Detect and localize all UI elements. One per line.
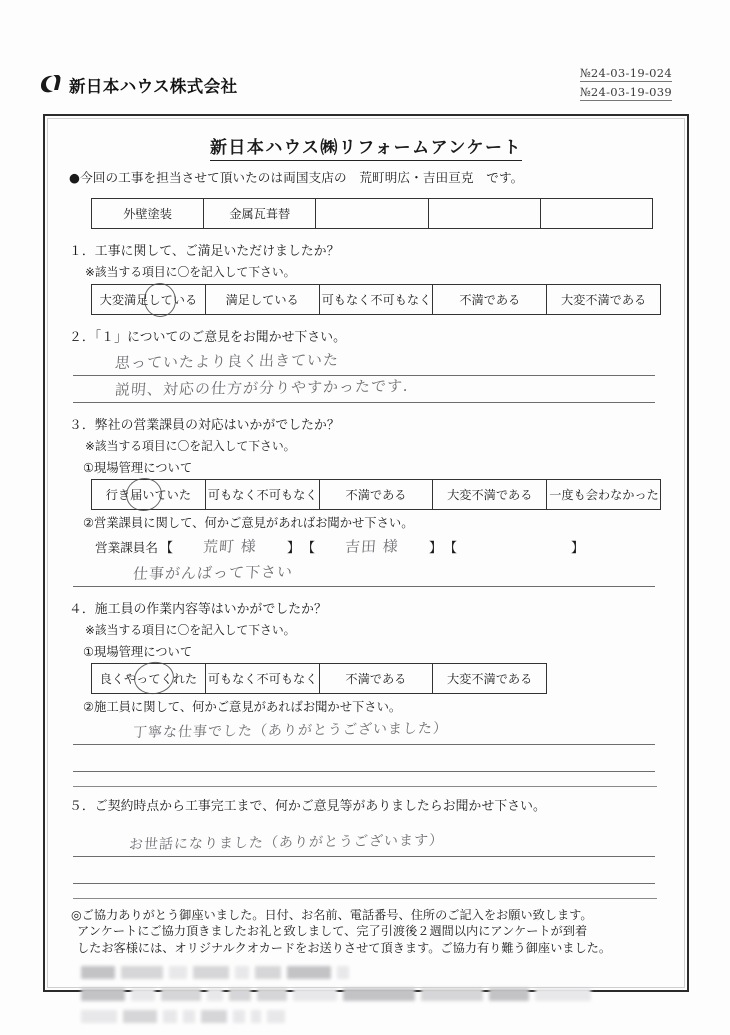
q3-option-0[interactable] [92,480,206,510]
handwritten-name: 吉田 様 [344,537,400,557]
redaction-block [131,988,155,1001]
table-row [92,199,653,229]
q4-option-2[interactable]: 不満である [319,664,433,694]
q4-option-1[interactable]: 可もなく不可もなく [205,664,319,694]
redaction-block [81,966,115,979]
redaction-block [489,988,529,1001]
q1-option-2[interactable]: 可もなく不可もなく [319,285,433,315]
question-4-subheading-2: ②施工員に関して、何かご意見があればお聞かせ下さい。 [83,700,402,714]
question-5-comment-line-2[interactable] [73,857,655,884]
redaction-block [161,988,201,1001]
question-5-comment-line-1[interactable] [73,830,655,857]
redaction-block [421,988,483,1001]
redaction-block [207,988,223,1001]
table-row [92,480,661,510]
handwritten-name: 荒町 様 [202,537,258,557]
question-1-heading: １．工事に関して、ご満足いただけましたか？ [69,244,340,259]
document-numbers [580,66,672,104]
bracket-open-2: 【 [302,541,316,556]
q1-option-3[interactable]: 不満である [433,285,547,315]
sales-staff-name-field-3[interactable] [459,541,569,556]
redaction-block [121,966,163,979]
question-2-heading: ２．「１」についてのご意見をお聞かせ下さい。 [69,330,347,345]
q4-option-3[interactable]: 大変不満である [433,664,547,694]
question-2-answer-line-1[interactable] [73,349,655,376]
q3-option-2[interactable]: 不満である [319,480,433,510]
redaction-block [251,1010,261,1023]
q3-option-4[interactable]: 一度も会わなかった [547,480,661,510]
redaction-block [163,1010,177,1023]
work-cell-4 [428,199,540,229]
question-4-heading: ４．施工員の作業内容等はいかがでしたか？ [69,602,327,617]
work-cell-3 [316,199,428,229]
bracket-close-2: 】 [429,541,443,556]
redaction-block [81,988,125,1001]
redaction-block [183,1010,195,1023]
redacted-line-2 [81,988,665,1001]
bracket-close-3: 】 [571,541,585,556]
question-3-comment-line[interactable] [73,560,655,587]
redaction-block [123,1010,157,1023]
redaction-block [169,966,187,979]
q3-option-3[interactable]: 大変不満である [433,480,547,510]
redaction-block [287,966,331,979]
q1-option-0[interactable] [92,285,206,315]
form-lead-text: ●今回の工事を担当させて頂いたのは両国支店の 荒町明広・吉田亘克 です。 [69,170,524,185]
footer-note [71,907,665,956]
q1-option-1[interactable]: 満足している [205,285,319,315]
work-cell-1: 外壁塗装 [92,199,204,229]
footer-line-2: アンケートにご協力頂きましたお礼と致しまして、完了引渡後２週間以内にアンケートが到着 [77,924,588,939]
page-header [36,66,698,112]
form-title [67,133,665,158]
question-3-subheading-2: ②営業課員に関して、何かご意見があればお聞かせ下さい。 [83,516,414,530]
redaction-block [343,988,415,1001]
form-frame [43,114,689,992]
redacted-line-1 [81,966,665,979]
question-4-comment-line-1[interactable] [73,718,655,745]
work-cell-5 [540,199,652,229]
question-3-subheading-1: ①現場管理について [83,461,193,475]
company-name: 新日本ハウス株式会社 [69,77,238,96]
form-body [45,116,687,990]
redaction-block [293,988,337,1001]
question-4-options [91,663,547,694]
section-divider-2 [73,898,657,899]
footer-line-3: したお客様には、オリジナルクオカードをお送りさせて頂きます。ご協力有り難う御座いました。 [77,940,612,955]
q3-option-1[interactable]: 可もなく不可もなく [205,480,319,510]
redaction-block [201,1010,227,1023]
sales-staff-name-label: 営業課員名 [95,540,158,555]
redaction-block [257,988,287,1001]
question-3-heading: ３．弊社の営業課員の対応はいかがでしたか？ [69,418,340,433]
q4-option-0[interactable] [92,664,206,694]
sales-staff-name-row [95,535,665,556]
redaction-block [535,988,591,1001]
redaction-block [255,966,281,979]
document-number-1: №24-03-19-024 [579,66,672,80]
table-row [92,285,661,315]
document-number-2: №24-03-19-039 [579,85,672,99]
question-1-options [91,284,661,315]
handwritten-answer: 説明、対応の仕方が分りやすかったです. [114,376,410,400]
q3-option-0-label: 行き届いていた [105,488,192,502]
redaction-block [81,1010,117,1023]
redaction-block [235,966,249,979]
section-divider-1 [73,786,657,787]
work-type-table [91,198,653,229]
q1-option-4[interactable]: 大変不満である [547,285,661,315]
redaction-block [233,1010,245,1023]
redacted-personal-info [81,966,665,1023]
handwritten-comment: 丁寧な仕事でした（ありがとうございました） [132,720,449,742]
question-4-subheading-1: ①現場管理について [83,645,193,659]
handwritten-comment: 仕事がんばって下さい [132,562,294,584]
question-3-options [91,479,661,510]
bracket-close-1: 】 [286,541,300,556]
handwritten-comment: お世話になりました（ありがとうございます） [128,832,445,854]
redacted-line-3 [81,1010,665,1023]
redaction-block [229,988,251,1001]
company-logo-row [38,72,238,98]
table-row [92,664,547,694]
handwritten-answer: 思っていたより良く出きていた [114,350,340,373]
q1-option-0-label: 大変満足している [99,293,198,307]
question-5-heading: ５．ご契約時点から工事完工まで、何かご意見等がありましたらお聞かせ下さい。 [69,799,546,814]
sales-staff-name-field-2[interactable] [317,535,427,556]
swoosh-logo-icon [38,72,64,98]
redaction-block [267,1010,285,1023]
question-3-note: ※該当する項目に〇を記入して下さい。 [85,439,296,453]
q4-option-0-label: 良くやってくれた [99,672,198,686]
bracket-open-1: 【 [159,541,173,556]
redaction-block [193,966,229,979]
question-4-comment-line-2[interactable] [73,745,655,772]
form-title-text: 新日本ハウス㈱リフォームアンケート [210,138,522,161]
redaction-block [337,966,349,979]
work-cell-2: 金属瓦葺替 [204,199,316,229]
question-4-note: ※該当する項目に〇を記入して下さい。 [85,623,296,637]
footer-line-1: ◎ご協力ありがとう御座いました。日付、お名前、電話番号、住所のご記入をお願い致します。 [71,908,593,922]
question-2-answer-line-2[interactable] [73,376,655,403]
bracket-open-3: 【 [444,541,458,556]
sales-staff-name-field-1[interactable] [175,535,285,556]
question-1-note: ※該当する項目に〇を記入して下さい。 [85,265,296,279]
